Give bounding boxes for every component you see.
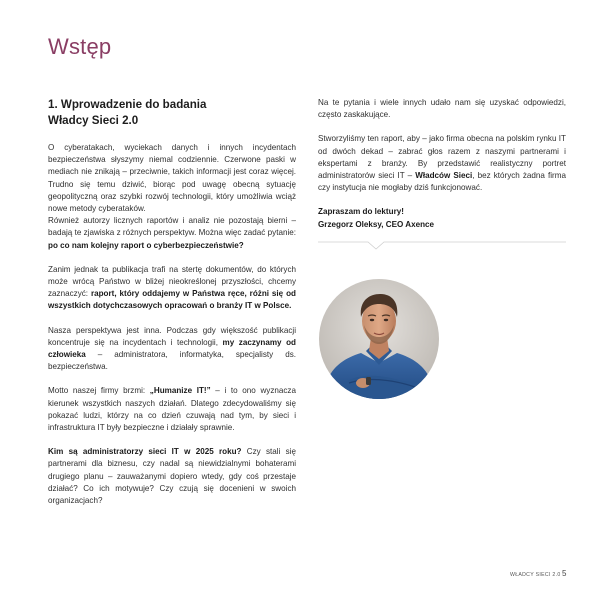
motto-bold: „Humanize IT!”: [149, 386, 211, 396]
section-title-line-2: Władcy Sieci 2.0: [48, 114, 139, 127]
answers-paragraph: Na te pytania i wiele innych udało nam się uzyskać odpowiedzi, często zaskakujące.: [318, 98, 566, 120]
right-column: [318, 97, 566, 250]
perspective-bold: my zaczynamy od człowieka: [48, 337, 296, 360]
report-purpose-bold: Władców Sieci: [415, 171, 473, 181]
question-bold: po co nam kolejny raport o cyberbezpieczeństwie?: [48, 240, 244, 250]
report-purpose-text: Stworzyliśmy ten raport, aby – jako firma obecna na polskim rynku IT od dwóch dekad – zabrać głos razem z naszymi partnerami i ekspertami z branży. By przedstawić realistyczny portret administratorów sieci IT –: [318, 134, 566, 181]
footer-label: WŁADCY SIECI 2.0: [510, 572, 561, 578]
difference-text: Zanim jednak ta publikacja trafi na stertę dokumentów, do których może wrócą Państwo w bliżej nieokreślonej przyszłości, chcemy zaznaczyć:: [48, 264, 296, 299]
perspective-tail: – administratora, informatyka, specjalisty ds. bezpieczeństwa.: [48, 350, 296, 372]
perspective-paragraph: [48, 325, 296, 374]
signature: [318, 206, 566, 231]
difference-bold: raport, który oddajemy w Państwa ręce, różni się od wszystkich dotychczasowych opracowań o branży IT w Polsce.: [48, 289, 296, 311]
admins-question-bold: Kim są administratorzy sieci IT w 2025 roku?: [48, 447, 242, 457]
admins-question-text: Czy stali się partnerami dla biznesu, czy nadal są niewidzialnymi bohaterami drugiego planu – zauważanymi dopiero wtedy, gdy coś przestaje działać? Co ich motywuje? Czy czują się docenieni w swoich organizacjach?: [48, 447, 296, 506]
left-column: [48, 97, 296, 519]
intro-paragraph: O cyberatakach, wyciekach danych i innych incydentach bezpieczeństwa słyszymy niemal codziennie. Czerwone paski w mediach nie znikają – przeciwnie, takich informacji jest coraz więcej. Trudno się temu dziwić, biorąc pod uwagę obecną sytuację geopolityczną oraz szybki rozwój technologii, który umożliwia wciąż nowe metody cyberataków.: [48, 143, 296, 214]
motto-text: Motto naszej firmy brzmi:: [48, 386, 150, 396]
question-text: Również autorzy licznych raportów i analiz nie pozostają bierni – badają te zjawiska z różnych perspektyw. Można więc zadać pytanie:: [48, 216, 296, 238]
difference-paragraph: [48, 264, 296, 313]
motto-paragraph: [48, 385, 296, 434]
admins-question-paragraph: [48, 446, 296, 507]
invitation-line: Zapraszam do lektury!: [318, 207, 404, 217]
report-purpose-paragraph: [318, 133, 566, 194]
section-title: [48, 97, 296, 129]
page-heading: Wstęp: [48, 34, 112, 59]
report-purpose-tail: , bez których żadna firma czy instytucja nie mogłaby dziś funkcjonować.: [318, 171, 566, 193]
page-number: 5: [562, 569, 567, 578]
perspective-text: Nasza perspektywa jest inna. Podczas gdy większość publikacji koncentruje się na incydentach i technologii,: [48, 325, 296, 347]
ceo-portrait: [319, 279, 439, 399]
question-paragraph: [48, 215, 296, 252]
speech-divider: [318, 240, 566, 250]
author-line: Grzegorz Oleksy, CEO Axence: [318, 219, 435, 229]
motto-tail: – i to ono wyznacza kierunek wszystkich naszych działań. Dlatego zdecydowaliśmy się pokazać ludzi, którzy na co dzień czuwają nad tym, by sieci i infrastruktura IT były bezpieczne i działały sprawnie.: [48, 386, 296, 433]
section-title-line-1: 1. Wprowadzenie do badania: [48, 98, 207, 111]
